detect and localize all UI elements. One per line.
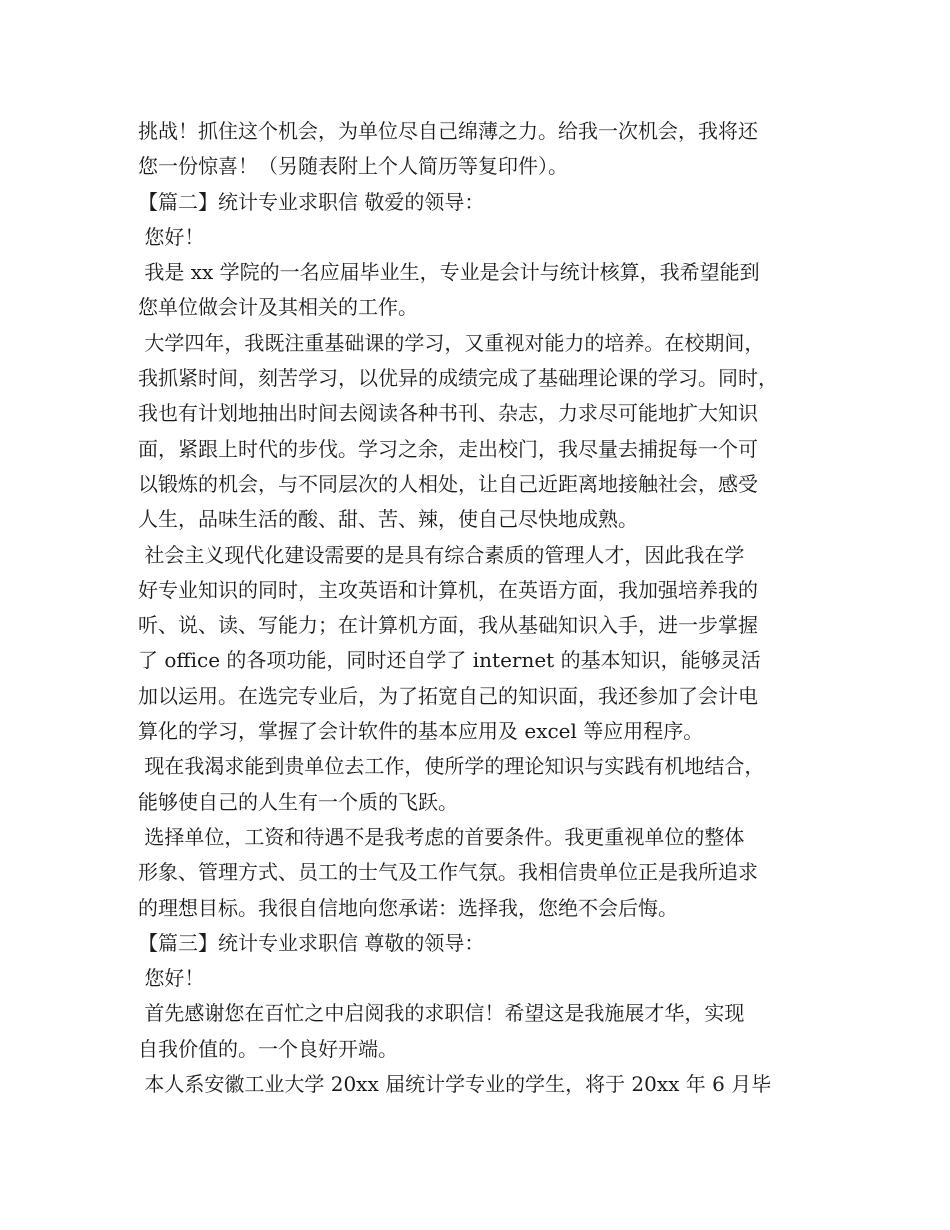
text-line: 算化的学习，掌握了会计软件的基本应用及 excel 等应用程序。 (138, 719, 704, 744)
text-line: 的理想目标。我很自信地向您承诺：选择我，您绝不会后悔。 (138, 895, 678, 920)
text-line: 能够使自己的人生有一个质的飞跃。 (138, 789, 458, 814)
text-line: 人生，品味生活的酸、甜、苦、辣，使自己尽快地成熟。 (138, 507, 638, 532)
text-line: 了 office 的各项功能，同时还自学了 internet 的基本知识，能够灵活 (138, 648, 761, 673)
text-line: 加以运用。在选完专业后，为了拓宽自己的知识面，我还参加了会计电 (138, 683, 758, 708)
text-line: 挑战！抓住这个机会，为单位尽自己绵薄之力。给我一次机会，我将还 (138, 119, 758, 143)
text-line: 形象、管理方式、员工的士气及工作气氛。我相信贵单位正是我所追求 (138, 860, 758, 885)
text-line: 我抓紧时间，刻苦学习，以优异的成绩完成了基础理论课的学习。同时， (138, 366, 778, 391)
section-heading: 【篇三】统计专业求职信 尊敬的领导： (138, 930, 485, 955)
text-line: 您一份惊喜！（另随表附上个人简历等复印件）。 (138, 154, 568, 179)
greeting: 您好！ (138, 224, 205, 249)
text-line: 我是 xx 学院的一名应届毕业生，专业是会计与统计核算，我希望能到 (138, 260, 760, 285)
document-body (138, 114, 838, 1102)
text-line: 现在我渴求能到贵单位去工作，使所学的理论知识与实践有机地结合， (138, 754, 765, 779)
text-line: 大学四年，我既注重基础课的学习，又重视对能力的培养。在校期间， (138, 330, 765, 355)
section-heading: 【篇二】统计专业求职信 敬爱的领导： (138, 189, 485, 214)
text-line: 本人系安徽工业大学 20xx 届统计学专业的学生，将于 20xx 年 6 月毕 (138, 1072, 772, 1097)
text-line: 听、说、读、写能力；在计算机方面，我从基础知识入手，进一步掌握 (138, 613, 758, 638)
text-line: 您单位做会计及其相关的工作。 (138, 295, 418, 320)
text-line: 面，紧跟上时代的步伐。学习之余，走出校门，我尽量去捕捉每一个可 (138, 436, 758, 461)
text-line: 自我价值的。一个良好开端。 (138, 1036, 398, 1061)
greeting: 您好！ (138, 966, 205, 991)
text-line: 选择单位，工资和待遇不是我考虑的首要条件。我更重视单位的整体 (138, 824, 745, 849)
text-line: 我也有计划地抽出时间去阅读各种书刊、杂志，力求尽可能地扩大知识 (138, 401, 758, 426)
text-line: 以锻炼的机会，与不同层次的人相处，让自己近距离地接触社会，感受 (138, 471, 758, 496)
text-line: 好专业知识的同时，主攻英语和计算机，在英语方面，我加强培养我的 (138, 577, 758, 602)
text-line: 社会主义现代化建设需要的是具有综合素质的管理人才，因此我在学 (138, 542, 745, 567)
text-line: 首先感谢您在百忙之中启阅我的求职信！希望这是我施展才华，实现 (138, 1001, 745, 1026)
